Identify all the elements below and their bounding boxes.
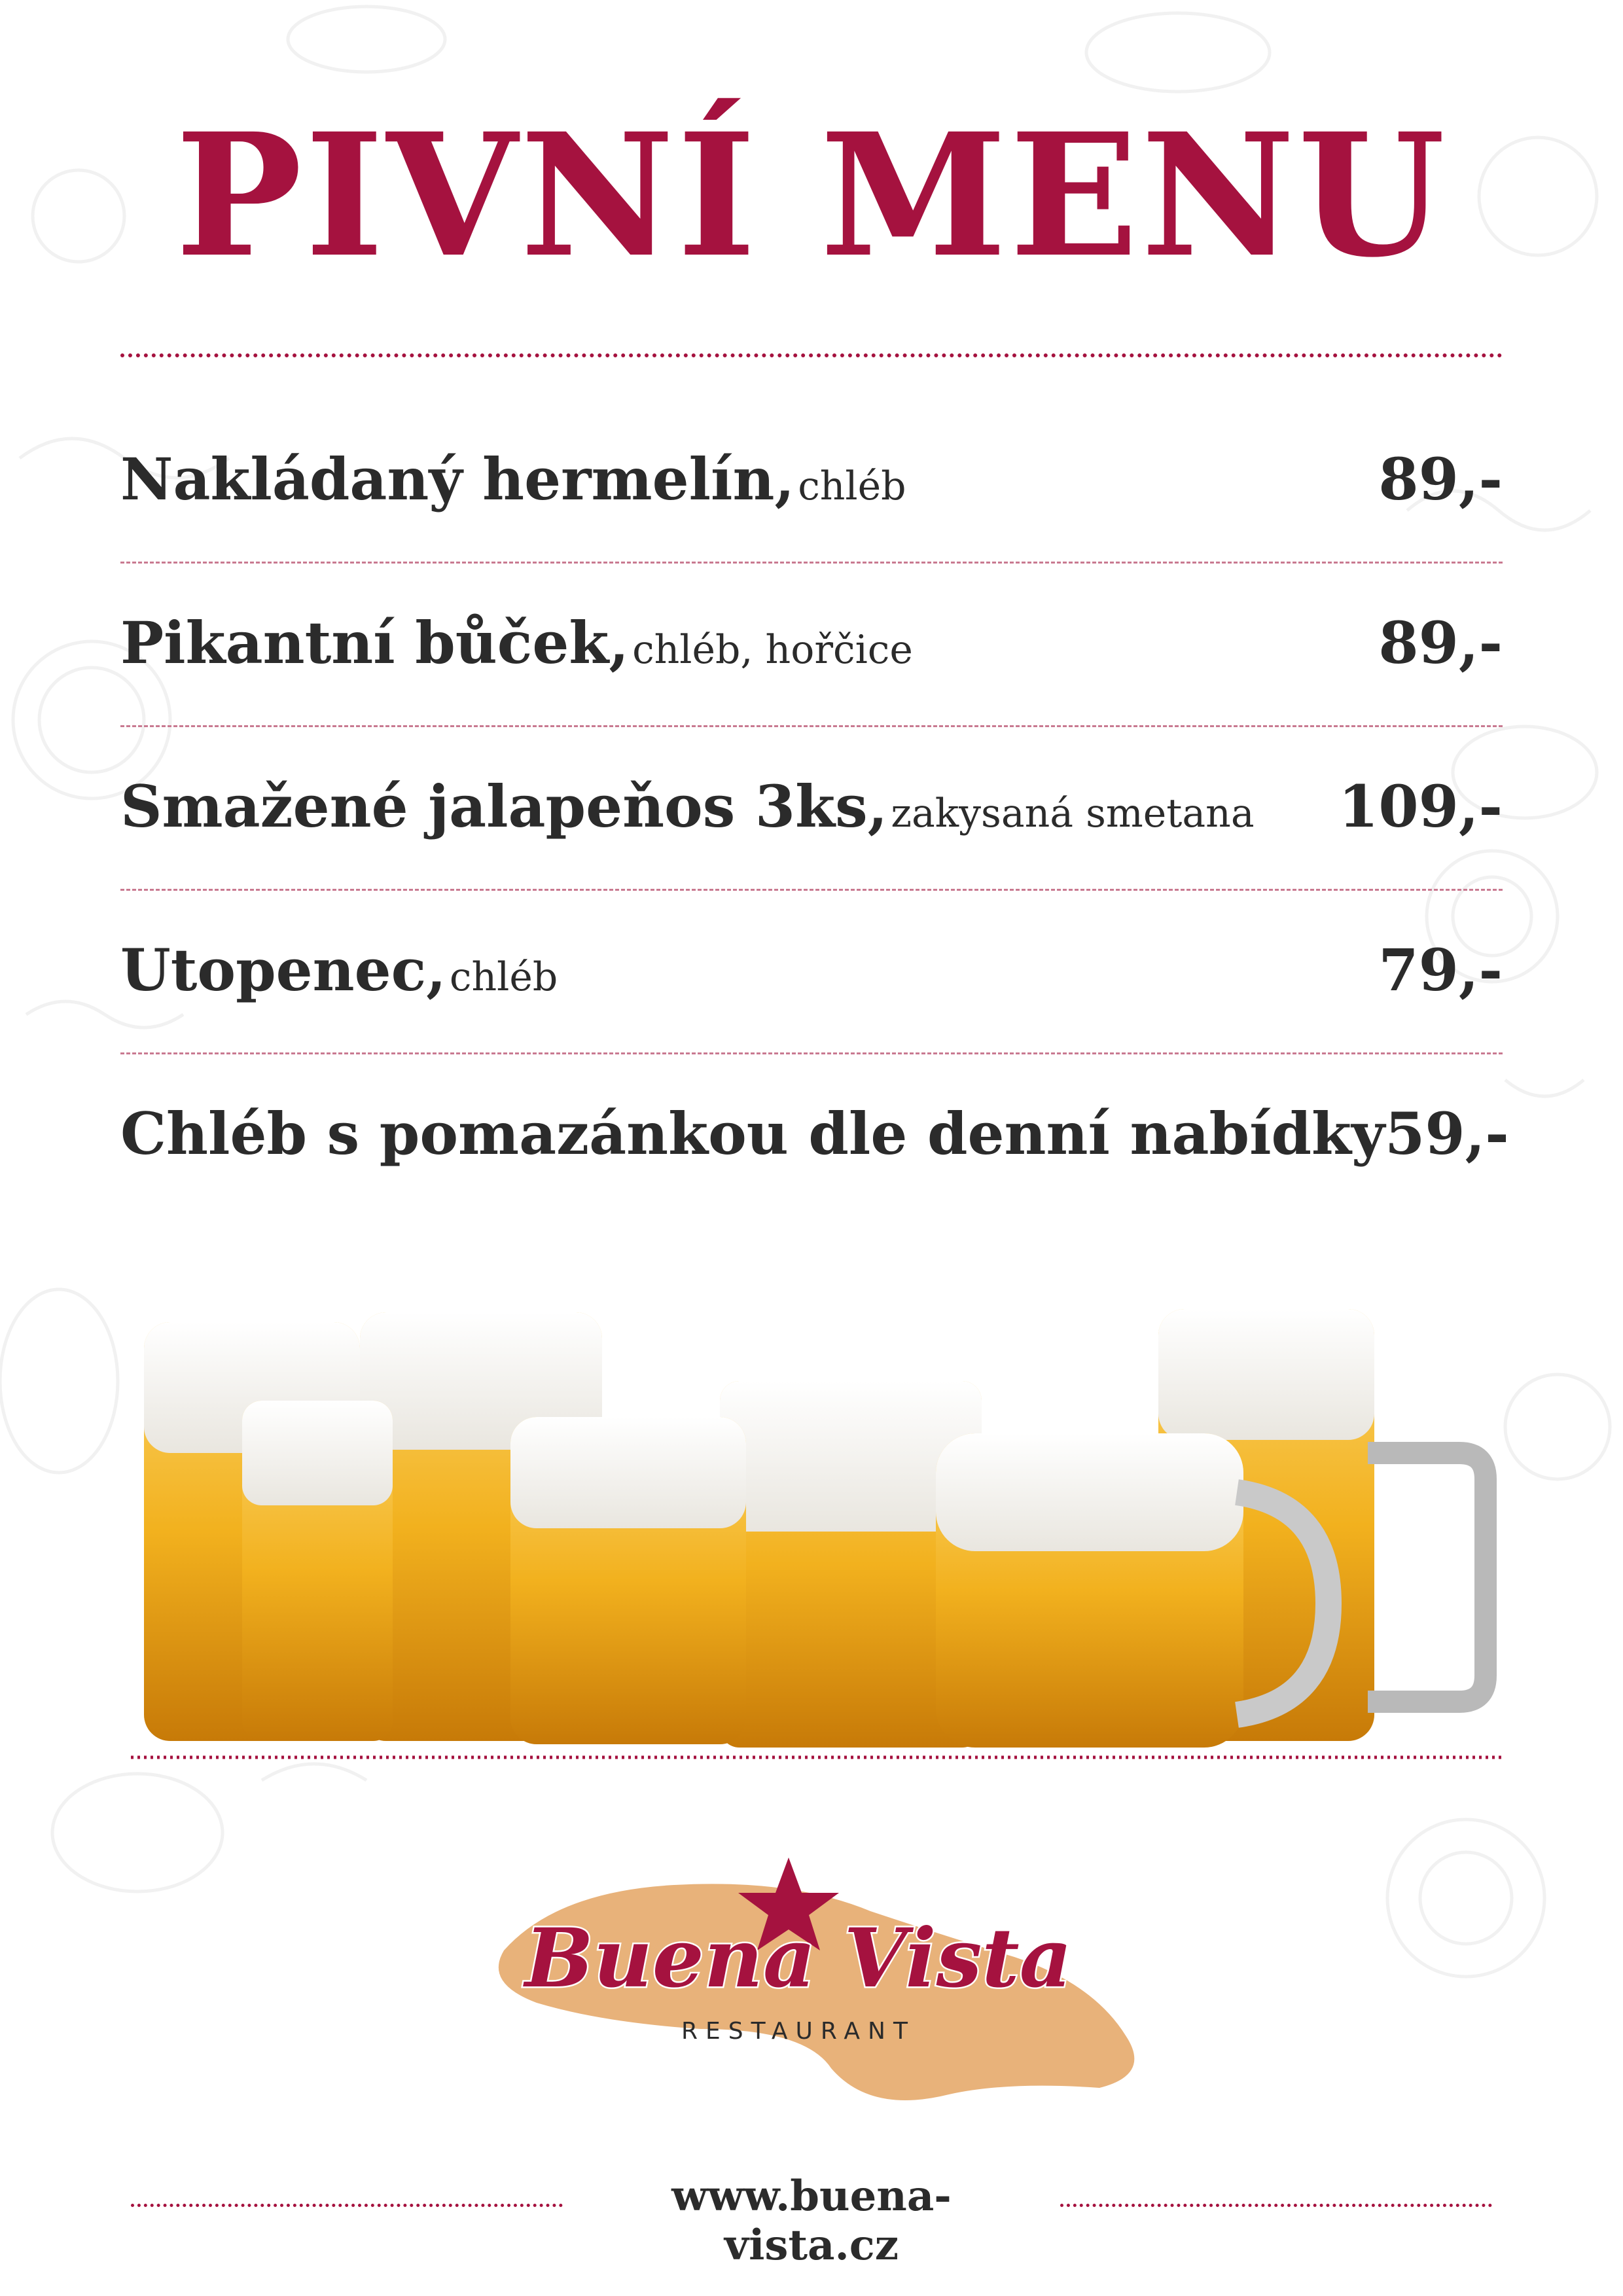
menu-item-name: Chléb s pomazánkou dle denní nabídky xyxy=(120,1100,1385,1168)
menu-item-price: 79,- xyxy=(1378,936,1503,1004)
beer-mug-icon xyxy=(242,1401,393,1741)
footer-divider-right xyxy=(1060,2204,1492,2207)
menu-item-description xyxy=(120,772,1255,840)
menu-item-price: 109,- xyxy=(1338,772,1503,840)
menu-item xyxy=(120,609,1503,694)
menu-item-side: zakysaná smetana xyxy=(891,791,1255,836)
menu-item-side: chléb, hořčice xyxy=(632,627,913,673)
beer-mugs-image xyxy=(131,1283,1531,1780)
menu-item-price: 89,- xyxy=(1378,445,1503,513)
menu-item-name: Pikantní bůček, xyxy=(120,609,629,677)
menu-item xyxy=(120,1100,1509,1185)
logo-name: Buena Vista xyxy=(524,1911,1073,2006)
menu-item-description xyxy=(120,445,906,513)
menu-item-description xyxy=(120,936,558,1004)
menu-item-price: 59,- xyxy=(1385,1100,1509,1168)
footer-divider-left xyxy=(131,2204,563,2207)
menu-item-description xyxy=(120,1100,1385,1168)
menu-item xyxy=(120,936,1503,1021)
menu-item-name: Nakládaný hermelín, xyxy=(120,445,795,513)
menu-item xyxy=(120,772,1503,857)
website-link[interactable]: www.buena-vista.cz xyxy=(671,2172,952,2270)
menu-item-description xyxy=(120,609,913,677)
menu-item-side: chléb xyxy=(798,463,906,509)
menu-item xyxy=(120,445,1503,530)
page-title: PIVNÍ MENU xyxy=(175,96,1448,295)
menu-item-side: chléb xyxy=(449,954,558,1000)
title-divider xyxy=(120,353,1503,357)
beer-mug-icon xyxy=(510,1417,746,1744)
menu-item-name: Utopenec, xyxy=(120,936,446,1004)
buena-vista-logo xyxy=(491,1852,1185,2101)
item-divider xyxy=(120,889,1503,891)
item-divider xyxy=(120,1052,1503,1054)
menu-item-price: 89,- xyxy=(1378,609,1503,677)
item-divider xyxy=(120,562,1503,564)
menu-item-name: Smažené jalapeňos 3ks, xyxy=(120,772,888,840)
logo-subtitle: RESTAURANT xyxy=(681,2018,916,2045)
item-divider xyxy=(120,725,1503,727)
